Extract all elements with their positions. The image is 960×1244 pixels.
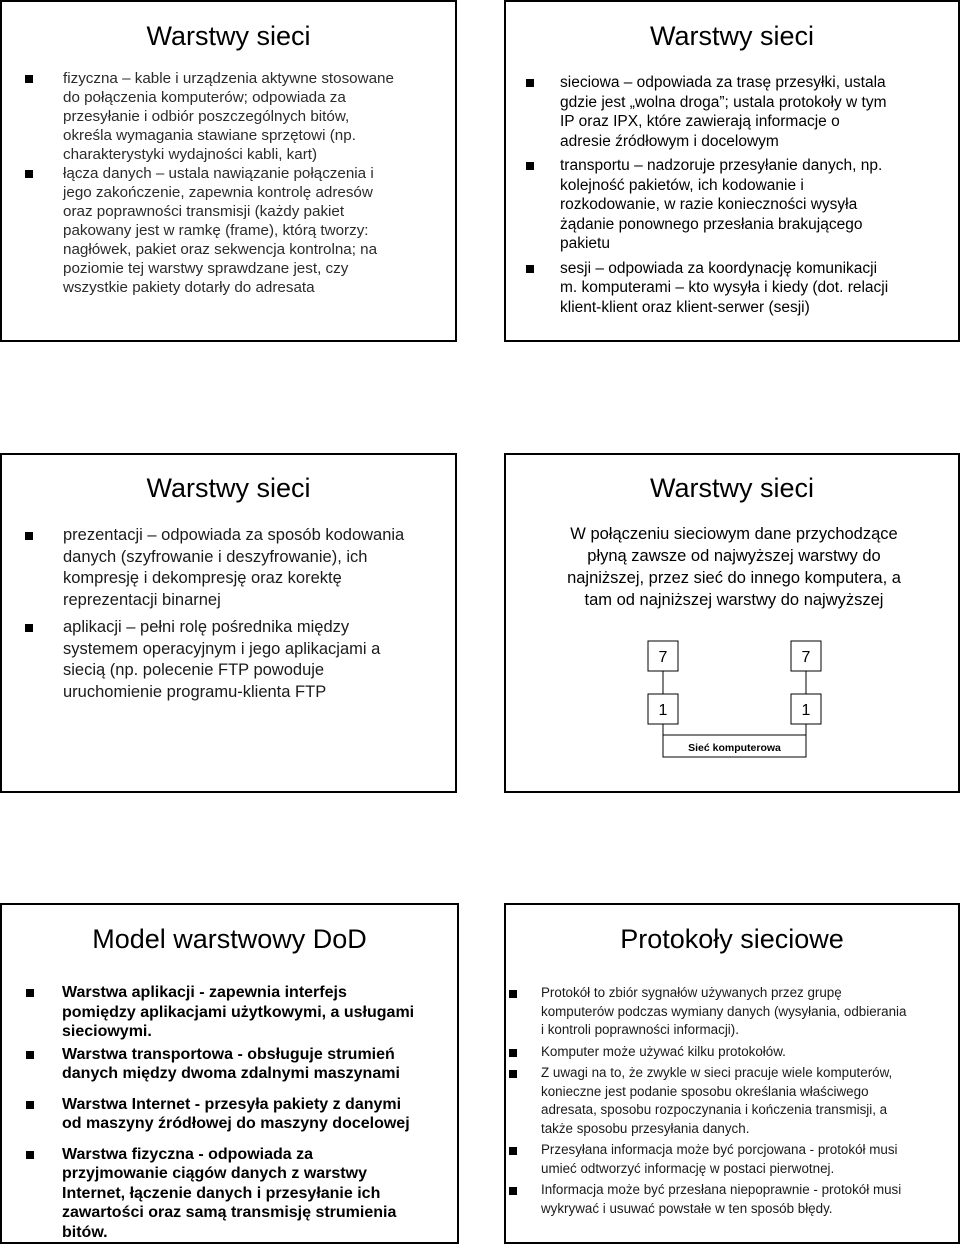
bullet-line: wszystkie pakiety dotarły do adresata (63, 279, 315, 296)
bullet-line: żądanie ponownego przesłania brakującego (560, 215, 863, 233)
bullet-line: aplikacji – pełni rolę pośrednika między (63, 618, 350, 636)
bullet-warstwa-aplikacji (2, 983, 457, 1042)
bullet-line: systemem operacyjnym i jego aplikacjami a (63, 639, 381, 658)
bullet-line: danych między dwoma zdalnymi maszynami (62, 1065, 400, 1082)
slide-title: Model warstwowy DoD (92, 924, 367, 954)
bullet-line: pakietu (560, 235, 610, 252)
bullet-kilka-protokolow (506, 1043, 958, 1062)
slide-warstwy-sieci-4 (504, 453, 960, 793)
bullet-line: od maszyny źródłowej do maszyny docelowej (62, 1115, 410, 1132)
bullet-line: Przesyłana informacja może być porcjowana - protokół musi (541, 1142, 898, 1157)
bullet-line: m. komputerami – kto wysyła i kiedy (dot. relacji (560, 279, 889, 296)
bullet-line: Protokół to zbiór sygnałów używanych przez grupę (541, 985, 842, 1000)
bullet-list (506, 73, 958, 317)
bullet-line: bitów. (62, 1223, 108, 1241)
bullet-line: Warstwa transportowa - obsługuje strumień (62, 1045, 395, 1063)
bullet-line: także sposobu przesyłania danych. (541, 1120, 750, 1136)
bullet-line: przesyłanie i odbiór poszczególnych bitów, (63, 108, 350, 125)
bullet-line: klient-klient oraz klient-serwer (sesji) (560, 298, 810, 316)
bullet-warstwa-fizyczna (2, 1145, 457, 1243)
bullet-line: i kontroli poprawności informacji). (541, 1022, 739, 1037)
slide-protokoly-sieciowe (504, 903, 960, 1244)
layer-1-label-right: 1 (801, 702, 811, 719)
network-label: Sieć komputerowa (688, 742, 781, 754)
bullet-line: Warstwa fizyczna - odpowiada za (62, 1145, 314, 1163)
bullet-line: do połączenia komputerów; odpowiada za (63, 89, 346, 106)
slide-warstwy-sieci-3 (0, 453, 457, 793)
bullet-line: konieczne jest podanie sposobu określania właściwego (541, 1083, 869, 1099)
bullet-line: poziomie tej warstwy sprawdzane jest, czy (63, 260, 349, 277)
slide-title: Protokoły sieciowe (620, 924, 844, 954)
bullet-warstwa-internet (2, 1095, 457, 1134)
layer-1-label-left: 1 (658, 702, 668, 719)
slide-warstwy-sieci-2 (504, 0, 960, 342)
slide-title: Warstwy sieci (649, 21, 814, 51)
bullet-definicja-protokolu (506, 984, 958, 1040)
bullet-line: Warstwa aplikacji - zapewnia interfejs (62, 984, 347, 1001)
network-diagram (506, 455, 958, 791)
bullet-line: kolejność pakietów, ich kodowanie i (560, 176, 804, 194)
bullet-lacza-danych (2, 164, 455, 297)
bullet-line: komputerów podczas wymiany danych (wysyłania, odbierania (541, 1003, 907, 1019)
bullet-line: adresata, sposobu rozpoczynania i kończenia transmisji, a (541, 1102, 888, 1117)
bullet-line: przyjmowanie ciągów danych z warstwy (62, 1165, 367, 1182)
bullet-porcjowanie (506, 1141, 958, 1178)
bullet-line: danych (szyfrowanie i deszyfrowanie), ich (63, 547, 368, 566)
bullet-line: fizyczna – kable i urządzenia aktywne stosowane (63, 70, 394, 87)
bullet-list (2, 525, 455, 703)
bullet-line: sieciowa – odpowiada za trasę przesyłki, ustala (560, 74, 886, 91)
bullet-line: sesji – odpowiada za koordynację komunikacji (560, 259, 878, 277)
bullet-line: pakowany jest w ramkę (frame), którą tworzy: (63, 222, 369, 239)
intro-line: płyną zawsze od najwyższej warstwy do (587, 547, 881, 565)
intro-line: tam od najniższej warstwy do najwyższej (584, 591, 884, 609)
bullet-aplikacji (2, 617, 455, 703)
bullet-line: umieć odtworzyć informację w postaci pierwotnej. (541, 1160, 835, 1176)
bullet-line: uruchomienie programu-klienta FTP (63, 682, 327, 701)
bullet-list (506, 984, 958, 1218)
bullet-line: oraz poprawności transmisji (każdy pakiet (63, 203, 345, 220)
bullet-wykrywanie-bledow (506, 1181, 958, 1218)
intro-line: najniższej, przez sieć do innego komputera, a (567, 569, 901, 587)
slide-title: Warstwy sieci (146, 473, 311, 503)
intro-line: W połączeniu sieciowym dane przychodzące (570, 525, 898, 543)
bullet-line: zawartości oraz samą transmisję strumienia (62, 1204, 397, 1221)
bullet-line: kompresję i dekompresję oraz korektę (63, 569, 342, 587)
bullet-line: adresie źródłowym i docelowym (560, 132, 779, 150)
bullet-line: IP oraz IPX, które zawierają informacje o (560, 113, 840, 130)
bullet-line: reprezentacji binarnej (63, 590, 221, 609)
bullet-adresowanie (506, 1064, 958, 1138)
bullet-list (2, 983, 457, 1242)
bullet-fizyczna (2, 69, 455, 164)
bullet-line: gdzie jest „wolna droga”; ustala protokoły w tym (560, 93, 887, 111)
bullet-line: transportu – nadzoruje przesyłanie danych, np. (560, 157, 883, 174)
bullet-line: pomiędzy aplikacjami użytkowymi, a usługami (62, 1003, 415, 1021)
bullet-sesji (506, 259, 958, 318)
bullet-line: jego zakończenie, zapewnia kontrolę adresów (63, 184, 373, 201)
bullet-line: Warstwa Internet - przesyła pakiety z danymi (62, 1095, 402, 1113)
bullet-line: Informacja może być przesłana niepoprawnie - protokół musi (541, 1182, 902, 1197)
layer-7-label-left: 7 (658, 649, 668, 666)
bullet-line: prezentacji – odpowiada za sposób kodowania (63, 526, 405, 544)
bullet-transportu (506, 156, 958, 254)
slide-warstwy-sieci-1 (0, 0, 457, 342)
bullet-line: rozkodowanie, w razie konieczności wysyła (560, 196, 858, 213)
bullet-line: wykrywać i usuwać powstałe w ten sposób błędy. (541, 1200, 833, 1216)
bullet-line: Z uwagi na to, że zwykle w sieci pracuje wiele komputerów, (541, 1065, 893, 1080)
bullet-line: Komputer może używać kilku protokołów. (541, 1043, 786, 1059)
bullet-line: Internet, łączenie danych i przesyłanie ich (62, 1184, 381, 1202)
bullet-line: łącza danych – ustala nawiązanie połączenia i (63, 165, 374, 182)
bullet-list (2, 69, 455, 297)
bullet-prezentacji (2, 525, 455, 611)
bullet-line: określa wymagania stawiane sprzętowi (np. (63, 127, 356, 144)
bullet-line: sieciowymi. (62, 1023, 152, 1040)
slide-title: Warstwy sieci (146, 21, 311, 51)
bullet-line: siecią (np. polecenie FTP powoduje (63, 661, 325, 679)
bullet-line: charakterystyki wydajności kabli, kart) (63, 146, 318, 163)
slide-model-dod (0, 903, 459, 1244)
bullet-warstwa-transportowa (2, 1045, 457, 1084)
layer-7-label-right: 7 (801, 649, 811, 666)
bullet-sieciowa (506, 73, 958, 151)
slide-title: Warstwy sieci (649, 473, 814, 503)
bullet-line: nagłówek, pakiet oraz sekwencja kontrolna; na (63, 241, 378, 258)
